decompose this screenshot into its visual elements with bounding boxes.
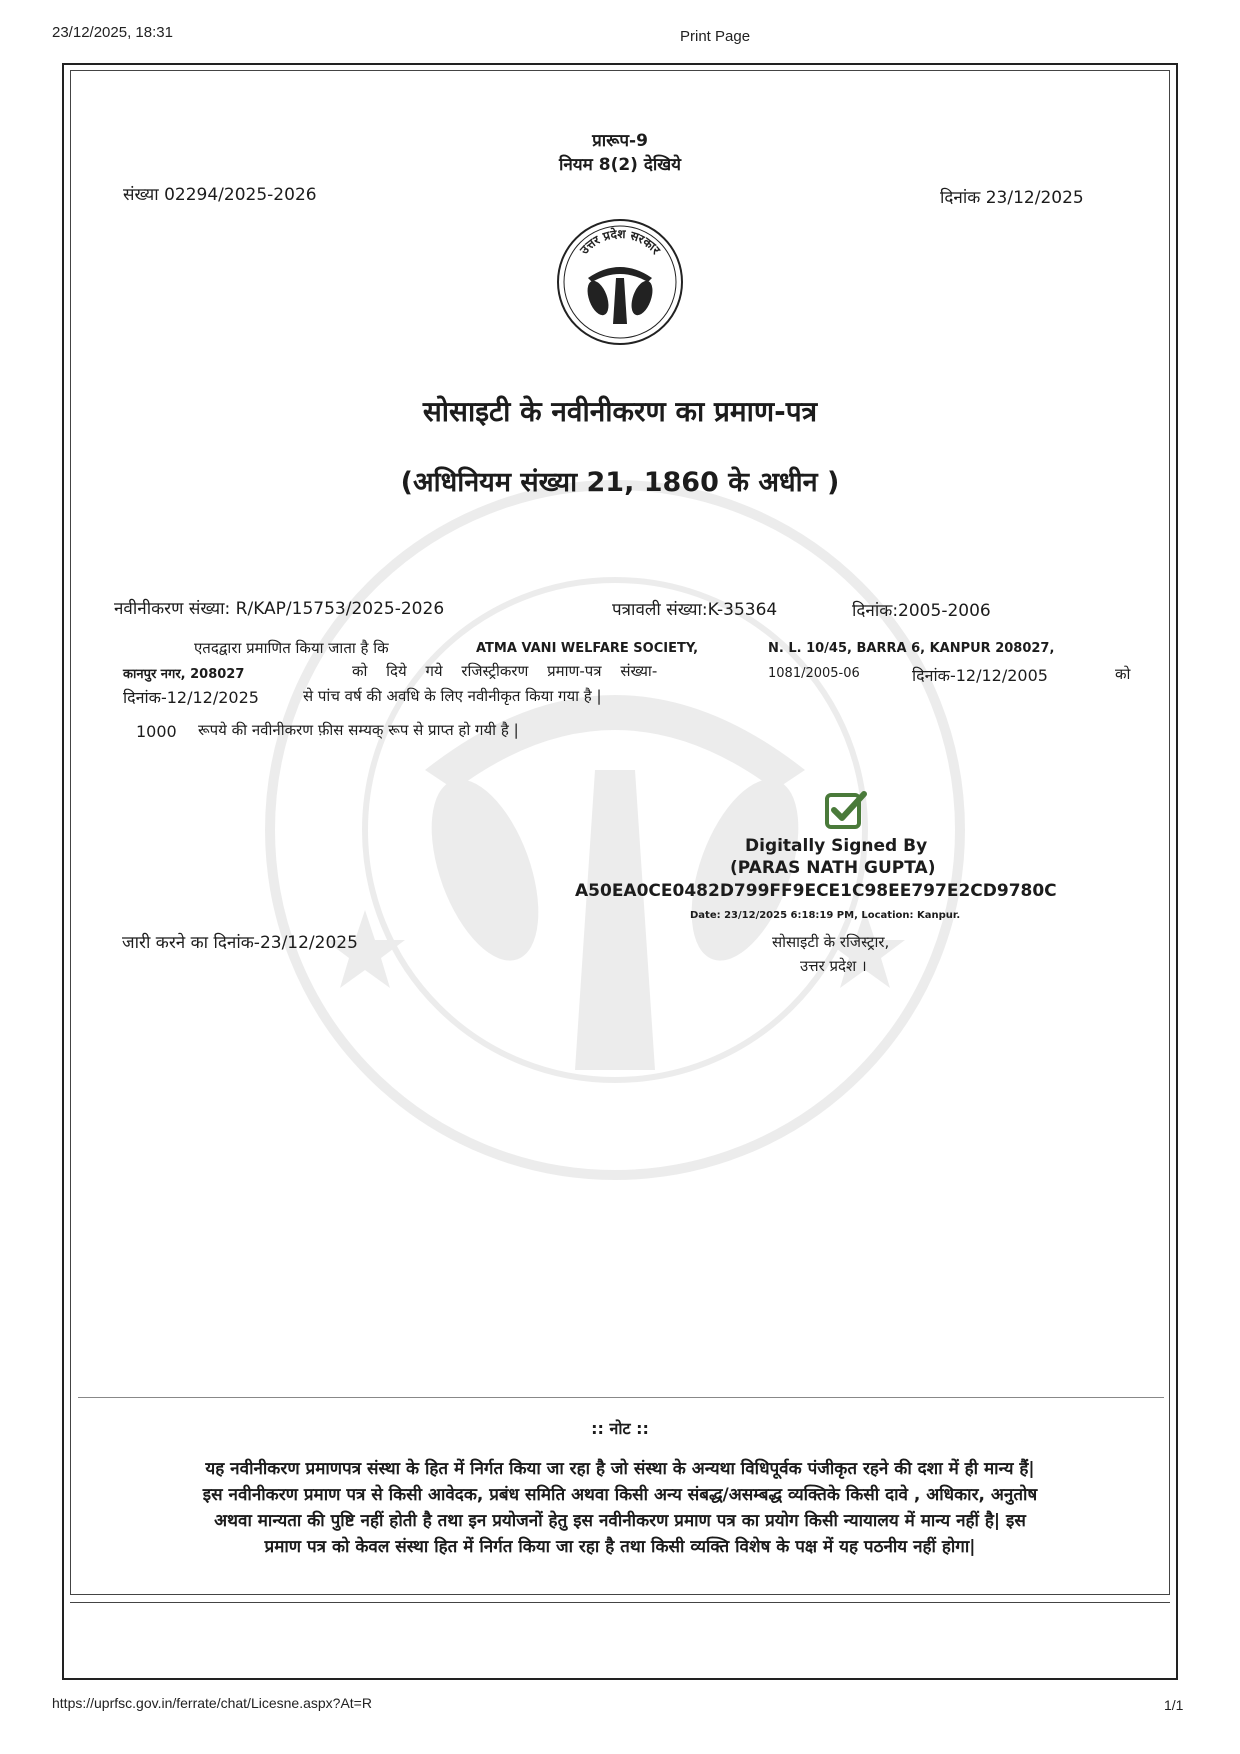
body-lead: एतदद्वारा प्रमाणित किया जाता है कि [194, 639, 389, 657]
registration-cert-number: 1081/2005-06 [768, 666, 860, 681]
registrar-designation: सोसाइटी के रजिस्ट्रार, [772, 933, 890, 951]
file-date: दिनांक:2005-2006 [852, 601, 991, 621]
signature-date-location: Date: 23/12/2025 6:18:19 PM, Location: Kanpur. [690, 910, 961, 921]
certificate-date: दिनांक 23/12/2025 [940, 188, 1084, 208]
print-datetime: 23/12/2025, 18:31 [52, 24, 173, 41]
bottom-divider [70, 1602, 1170, 1603]
society-name: ATMA VANI WELFARE SOCIETY, [476, 641, 699, 656]
registrar-state: उत्तर प्रदेश । [800, 957, 867, 975]
signer-name: (PARAS NATH GUPTA) [730, 858, 936, 878]
svg-text:उत्तर प्रदेश सरकार [576, 227, 663, 258]
issue-date: जारी करने का दिनांक-23/12/2025 [122, 933, 358, 953]
page-count: 1/1 [1164, 1697, 1184, 1713]
file-number: पत्रावली संख्या:K-35364 [612, 600, 778, 620]
watermark-emblem-icon [255, 470, 975, 1190]
signature-hash: A50EA0CE0482D799FF9ECE1C98EE797E2CD9780C [575, 881, 1057, 901]
note-line-4: प्रमाण पत्र को केवल संस्था हित में निर्गत किया जा रहा है तथा किसी व्यक्ति विशेष के पक्ष में यह पठनीय नहीं होगा| [264, 1537, 976, 1557]
renewal-number: नवीनीकरण संख्या: R/KAP/15753/2025-2026 [114, 599, 445, 619]
rule-reference: नियम 8(2) देखिये [558, 155, 682, 175]
body-ko: को [1115, 665, 1131, 683]
seal-text: उत्तर प्रदेश सरकार [577, 226, 664, 257]
certificate-subtitle: (अधिनियम संख्या 21, 1860 के अधीन ) [400, 467, 840, 498]
fee-amount: 1000 [136, 722, 177, 741]
fee-text: रूपये की नवीनीकरण फ़ीस सम्यक् रूप से प्राप्त हो गयी है | [198, 721, 519, 739]
registration-date: दिनांक-12/12/2005 [912, 666, 1048, 685]
body-end: से पांच वर्ष की अवधि के लिए नवीनीकृत किया गया है | [303, 687, 602, 705]
certificate-number: संख्या 02294/2025-2026 [123, 185, 317, 205]
note-line-2: इस नवीनीकरण प्रमाण पत्र से किसी आवेदक, प्रबंध समिति अथवा किसी अन्य संबद्ध/असम्बद्ध व्यक्तिके किसी दावे , अधिकार, अनुतोष [202, 1485, 1038, 1505]
up-govt-seal-icon [554, 216, 686, 348]
print-title: Print Page [680, 28, 751, 45]
note-line-1: यह नवीनीकरण प्रमाणपत्र संस्था के हित में निर्गत किया जा रहा है जो संस्था के अन्यथा विधिपूर्वक पंजीकृत रहने की दशा में ही मान्य हैं| [205, 1459, 1035, 1479]
society-city: कानपुर नगर, 208027 [123, 667, 245, 682]
form-number: प्रारूप-9 [592, 131, 648, 151]
renewal-from-date: दिनांक-12/12/2025 [123, 688, 259, 707]
certificate-title: सोसाइटी के नवीनीकरण का प्रमाण-पत्र [422, 395, 818, 428]
note-heading: :: नोट :: [591, 1419, 649, 1438]
page-url: https://uprfsc.gov.in/ferrate/chat/Licesne.aspx?At=R [52, 1695, 372, 1711]
verified-check-icon [824, 790, 868, 830]
note-line-3: अथवा मान्यता की पुष्टि नहीं होती है तथा इन प्रयोजनों हेतु इस नवीनीकरण प्रमाण पत्र का प्रयोग किसी न्यायालय में मान्य नहीं है| इस [214, 1511, 1026, 1531]
body-mid: को दिये गये रजिस्ट्रीकरण प्रमाण-पत्र संख्या- [352, 662, 658, 680]
society-address: N. L. 10/45, BARRA 6, KANPUR 208027, [768, 641, 1055, 656]
signed-by-label: Digitally Signed By [745, 836, 928, 856]
note-separator [78, 1397, 1164, 1398]
